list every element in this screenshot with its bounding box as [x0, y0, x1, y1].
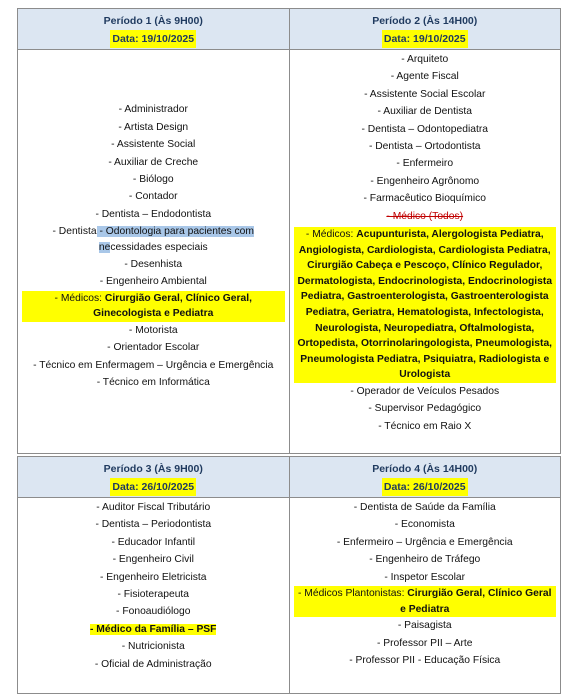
list-item: - Enfermeiro – Urgência e Emergência — [336, 536, 513, 548]
list-item: - Enfermeiro — [396, 158, 454, 170]
list-item: - Desenhista — [124, 259, 183, 271]
period-3-title: Período 3 (Às 9H00) — [103, 463, 203, 475]
list-item: - Fisioterapeuta — [117, 589, 190, 601]
period-4-list — [289, 498, 561, 694]
period-4-header — [289, 457, 561, 498]
list-item: - Técnico em Enfermagem – Urgência e Emergência — [33, 359, 274, 371]
period-2-title: Período 2 (Às 14H00) — [372, 15, 478, 27]
list-item: - Dentista – Ortodontista — [368, 141, 481, 153]
list-item: - Administrador — [118, 104, 188, 116]
list-item: - Assistente Social Escolar — [364, 88, 486, 100]
list-item: - Operador de Veículos Pesados — [350, 386, 500, 397]
period-4-title: Período 4 (Às 14H00) — [372, 463, 478, 475]
list-item: - Técnico em Informática — [96, 377, 210, 389]
list-item: - Engenheiro Eletricista — [100, 571, 207, 583]
list-item: - Arquiteto — [401, 54, 449, 65]
list-item: - Dentista – Endodontista — [95, 208, 212, 220]
list-item: - Inspetor Escolar — [384, 571, 466, 583]
schedule-table-2 — [17, 456, 561, 694]
list-item: - Agente Fiscal — [390, 71, 459, 83]
list-item: - Farmacêutico Bioquímico — [363, 193, 486, 205]
period-2-header — [289, 9, 561, 50]
period-3-list — [18, 498, 290, 694]
list-item: - Auxiliar de Creche — [108, 156, 199, 168]
period-2-date: Data: 19/10/2025 — [382, 30, 468, 48]
list-item: - Engenheiro Ambiental — [99, 276, 207, 288]
list-item: - Dentista – Odontopediatra — [361, 123, 488, 135]
family-doctor-highlight: - Médico da Família – PSF — [90, 623, 217, 635]
struck-item: - Médico (Todos) — [386, 210, 464, 222]
list-item: - Professor PII - Educação Física — [349, 655, 501, 667]
list-item: - Técnico em Raio X — [378, 420, 472, 432]
period-1-title: Período 1 (Às 9H00) — [103, 15, 203, 27]
doctors-highlight: - Médicos: Acupunturista, Alergologista Pediatra, Angiologista, Cardiologista, Cardiologista Pediatra, Cirurgião Cabeça e Pescoço, Clínico Regulador, Dermatologista, Endocrinologista, Endocrinologista Pediatra, Gastroenterologista, Gastroenterologista Pediatra, Geriatra, Hematologista, Infectologista, Neurologista, Neuropediatra, Oftalmologista, Ortopedista, Otorrinolaringologista, Pneumologista, Pneumologista Pediatra, Psiquiatra, Radiologista e Urologista — [294, 227, 557, 383]
list-item: - Dentista de Saúde da Família — [353, 502, 496, 513]
doctors-highlight: - Médicos Plantonistas: Cirurgião Geral, Clínico Geral e Pediatra — [294, 586, 557, 617]
list-item: - Engenheiro Civil — [112, 554, 194, 566]
list-item: - Orientador Escolar — [107, 342, 200, 354]
period-3-date: Data: 26/10/2025 — [110, 478, 196, 496]
doctors-highlight: - Médicos: Cirurgião Geral, Clínico Geral, Ginecologista e Pediatra — [22, 291, 285, 322]
list-item: - Dentista – Periodontista — [95, 519, 212, 531]
list-item: - Assistente Social — [111, 139, 196, 151]
period-1-list — [18, 50, 290, 454]
period-4-date: Data: 26/10/2025 — [382, 478, 468, 496]
list-item: - Engenheiro de Tráfego — [369, 554, 481, 566]
schedule-table-1 — [17, 8, 561, 454]
list-item: - Motorista — [128, 325, 178, 337]
list-item: - Dentista - Odontologia para pacientes com — [52, 226, 254, 238]
period-3-header — [18, 457, 290, 498]
period-1-date: Data: 19/10/2025 — [110, 30, 196, 48]
period-2-list — [289, 50, 561, 454]
list-item: - Auditor Fiscal Tributário — [96, 502, 211, 513]
list-item: - Contador — [128, 191, 178, 203]
list-item: - Biólogo — [132, 173, 174, 185]
list-item: - Auxiliar de Dentista — [377, 106, 472, 118]
list-item: - Paisagista — [397, 620, 452, 632]
list-item: - Nutricionista — [121, 641, 185, 653]
list-item: necessidades especiais — [98, 241, 208, 253]
list-item: - Educador Infantil — [111, 536, 196, 548]
period-1-header — [18, 9, 290, 50]
list-item: - Engenheiro Agrônomo — [370, 175, 480, 187]
list-item: - Artista Design — [118, 121, 189, 133]
list-item: - Oficial de Administração — [94, 658, 212, 670]
list-item: - Supervisor Pedagógico — [368, 403, 482, 415]
list-item: - Professor PII – Arte — [376, 637, 473, 649]
list-item: - Economista — [394, 519, 455, 531]
list-item: - Fonoaudiólogo — [116, 606, 191, 618]
